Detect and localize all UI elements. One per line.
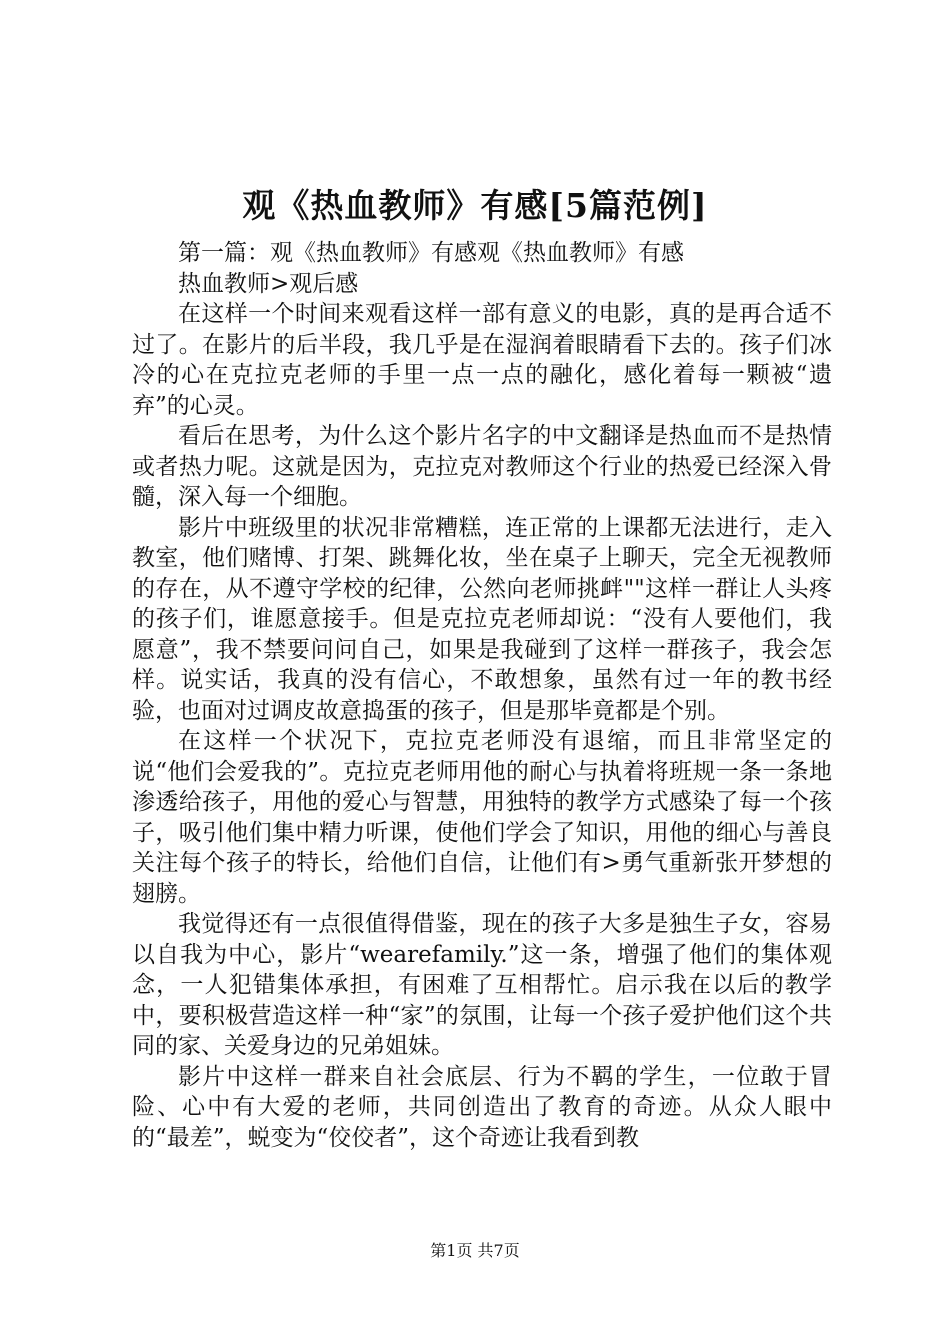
- paragraph-2: 热血教师>观后感: [178, 270, 359, 297]
- paragraph-7: 我觉得还有一点很值得借鉴，现在的孩子大多是独生子女，容易以自我为中心，影片“wearefamily.”这一条，增强了他们的集体观念，一人犯错集体承担，有困难了互相帮忙。启示我在以后的教学中，要积极营造这样一种“家”的氛围，让每一个孩子爱护他们这个共同的家、关爱身边的兄弟姐妹。: [132, 911, 832, 1059]
- paragraph-5: 影片中班级里的状况非常糟糕，连正常的上课都无法进行，走入教室，他们赌博、打架、跳舞化妆，坐在桌子上聊天，完全无视教师的存在，从不遵守学校的纪律，公然向老师挑衅""这样一群让人头疼的孩子们，谁愿意接手。但是克拉克老师却说：“没有人要他们，我愿意”，我不禁要问问自己，如果是我碰到了这样一群孩子，我会怎样。说实话，我真的没有信心，不敢想象，虽然有过一年的教书经验，也面对过调皮故意捣蛋的孩子，但是那毕竟都是个别。: [132, 514, 832, 724]
- paragraph-3: 在这样一个时间来观看这样一部有意义的电影，真的是再合适不过了。在影片的后半段，我几乎是在湿润着眼睛看下去的。孩子们冰冷的心在克拉克老师的手里一点一点的融化，感化着每一颗被“遗弃”的心灵。: [132, 301, 832, 419]
- paragraph-6: 在这样一个状况下，克拉克老师没有退缩，而且非常坚定的说“他们会爱我的”。克拉克老师用他的耐心与执着将班规一条一条地渗透给孩子，用他的爱心与智慧，用独特的教学方式感染了每一个孩子，吸引他们集中精力听课，使他们学会了知识，用他的细心与善良关注每个孩子的特长，给他们自信，让他们有>勇气重新张开梦想的翅膀。: [132, 728, 832, 907]
- paragraph-4: 看后在思考，为什么这个影片名字的中文翻译是热血而不是热情或者热力呢。这就是因为，克拉克对教师这个行业的热爱已经深入骨髓，深入每一个细胞。: [132, 423, 832, 510]
- page-footer: 第1页 共7页: [430, 1241, 520, 1260]
- document-body: [132, 238, 832, 1153]
- paragraph-8: 影片中这样一群来自社会底层、行为不羁的学生，一位敢于冒险、心中有大爱的老师，共同创造出了教育的奇迹。从众人眼中的“最差”，蜕变为“佼佼者”，这个奇迹让我看到教: [132, 1063, 832, 1151]
- document-title: 观《热血教师》有感[5篇范例]: [242, 186, 708, 225]
- paragraph-1: 第一篇：观《热血教师》有感观《热血教师》有感: [178, 240, 684, 266]
